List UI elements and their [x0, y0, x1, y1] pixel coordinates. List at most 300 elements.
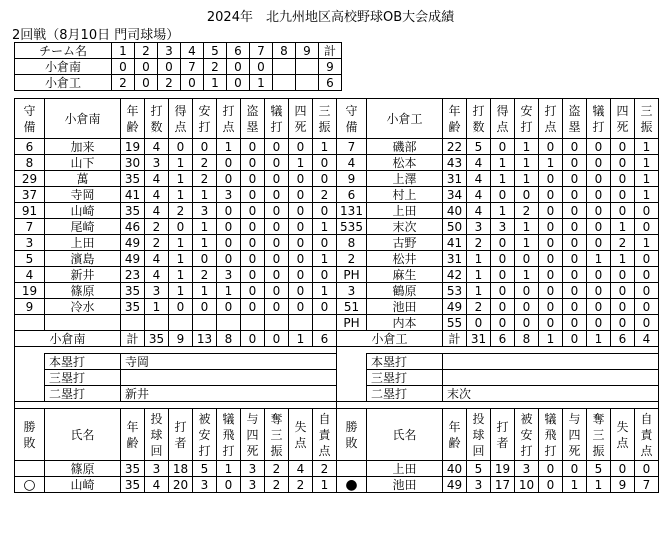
batting-cell: 0: [563, 203, 587, 219]
team-total-label: 小倉工: [337, 331, 443, 347]
pitching-header: 氏名: [45, 409, 121, 461]
batting-cell: 0: [563, 267, 587, 283]
total-cell: 1: [539, 331, 563, 347]
inning-score: 1: [204, 75, 227, 91]
pitcher-name: 山崎: [45, 477, 121, 493]
batting-cell: 0: [539, 315, 563, 331]
batting-cell: [145, 315, 169, 331]
batting-cell: 0: [539, 203, 563, 219]
blank-cell: [15, 370, 45, 386]
batting-cell: 1: [169, 251, 193, 267]
win-loss-mark: [15, 461, 45, 477]
player-name: 上田: [367, 203, 443, 219]
pitching-header: 投 球 回: [467, 409, 491, 461]
batting-row: [15, 299, 659, 315]
batting-cell: 40: [443, 203, 467, 219]
pitching-cell: 0: [539, 461, 563, 477]
batting-cell: 0: [265, 171, 289, 187]
pitching-cell: 2: [313, 461, 337, 477]
pitching-cell: 3: [515, 461, 539, 477]
batting-cell: 0: [515, 187, 539, 203]
batting-cell: 1: [635, 187, 659, 203]
pitching-header: 投 球 回: [145, 409, 169, 461]
batting-cell: 0: [241, 251, 265, 267]
pitching-header: 年 齢: [121, 409, 145, 461]
batting-cell: 0: [491, 251, 515, 267]
pitching-header: 自 責 点: [313, 409, 337, 461]
pitching-cell: 2: [265, 477, 289, 493]
batting-cell: 0: [289, 299, 313, 315]
batting-total-row: [15, 331, 659, 347]
batting-cell: 2: [337, 251, 367, 267]
batting-cell: 1: [217, 139, 241, 155]
inning-score: 0: [135, 75, 158, 91]
batting-cell: 1: [169, 267, 193, 283]
batting-cell: 0: [313, 203, 337, 219]
batting-cell: 1: [193, 187, 217, 203]
linescore-header-cell: 7: [250, 43, 273, 59]
batting-cell: 2: [169, 203, 193, 219]
batting-cell: 2: [193, 155, 217, 171]
batting-cell: 1: [169, 155, 193, 171]
batting-cell: 8: [337, 235, 367, 251]
pitching-cell: 3: [193, 477, 217, 493]
batting-cell: 1: [515, 139, 539, 155]
batting-cell: 2: [467, 299, 491, 315]
batting-cell: 30: [121, 155, 145, 171]
batting-cell: 0: [611, 299, 635, 315]
batting-cell: 0: [313, 299, 337, 315]
batting-cell: 0: [265, 251, 289, 267]
batting-cell: 53: [443, 283, 467, 299]
batting-cell: 0: [611, 155, 635, 171]
batting-cell: 0: [265, 235, 289, 251]
player-name: 松井: [367, 251, 443, 267]
batting-cell: 0: [491, 267, 515, 283]
batting-cell: 1: [289, 155, 313, 171]
total-cell: 8: [515, 331, 539, 347]
batting-cell: 2: [611, 235, 635, 251]
linescore-header-cell: 2: [135, 43, 158, 59]
batting-cell: 0: [611, 203, 635, 219]
inning-score: 0: [181, 75, 204, 91]
batting-cell: 0: [217, 251, 241, 267]
batting-cell: 1: [145, 299, 169, 315]
batting-cell: 1: [467, 267, 491, 283]
column-header: 打 点: [217, 99, 241, 139]
batting-cell: 0: [539, 267, 563, 283]
batting-cell: 55: [443, 315, 467, 331]
pitching-cell: 0: [635, 461, 659, 477]
linescore-table: [14, 42, 342, 91]
batting-cell: 0: [313, 155, 337, 171]
pitching-header: 自 責 点: [635, 409, 659, 461]
batting-cell: 0: [265, 299, 289, 315]
batting-row: [15, 203, 659, 219]
batting-cell: 1: [635, 171, 659, 187]
batting-cell: [193, 315, 217, 331]
batting-cell: 0: [587, 155, 611, 171]
batting-cell: 0: [467, 315, 491, 331]
batting-cell: 0: [515, 315, 539, 331]
batting-cell: 0: [265, 139, 289, 155]
batting-cell: 4: [467, 203, 491, 219]
batting-cell: 0: [241, 203, 265, 219]
batting-cell: 0: [265, 187, 289, 203]
batting-cell: 35: [121, 283, 145, 299]
extra-base-players: 末次: [443, 386, 659, 402]
batting-cell: 4: [467, 171, 491, 187]
pitching-header: 奪 三 振: [587, 409, 611, 461]
batting-cell: 0: [539, 171, 563, 187]
pitching-cell: 7: [635, 477, 659, 493]
total-cell: 6: [313, 331, 337, 347]
extra-base-players: [443, 354, 659, 370]
pitching-cell: 0: [539, 477, 563, 493]
column-header: 四 死: [611, 99, 635, 139]
batting-cell: PH: [337, 267, 367, 283]
batting-cell: 1: [515, 219, 539, 235]
win-loss-mark: ●: [337, 477, 367, 493]
batting-cell: PH: [337, 315, 367, 331]
pitching-header: 被 安 打: [515, 409, 539, 461]
batting-cell: 2: [145, 235, 169, 251]
total-score: 6: [319, 75, 342, 91]
blank-cell: [15, 386, 45, 402]
batting-cell: 0: [491, 299, 515, 315]
batting-cell: 1: [587, 251, 611, 267]
batting-cell: 41: [121, 187, 145, 203]
player-name: 萬: [45, 171, 121, 187]
batting-cell: 0: [587, 315, 611, 331]
pitching-cell: 40: [443, 461, 467, 477]
batting-cell: [289, 315, 313, 331]
total-label: 計: [121, 331, 145, 347]
linescore-row: [15, 59, 342, 75]
batting-cell: 5: [15, 251, 45, 267]
pitching-header: 与 四 死: [563, 409, 587, 461]
inning-score: 0: [158, 59, 181, 75]
inning-score: 2: [158, 75, 181, 91]
player-name: 新井: [45, 267, 121, 283]
pitching-row: [15, 461, 659, 477]
column-header: 打 数: [467, 99, 491, 139]
batting-cell: 3: [145, 283, 169, 299]
batting-cell: 0: [241, 171, 265, 187]
player-name: 古野: [367, 235, 443, 251]
total-cell: 9: [169, 331, 193, 347]
batting-cell: 1: [313, 283, 337, 299]
player-name: 村上: [367, 187, 443, 203]
total-cell: 1: [289, 331, 313, 347]
batting-cell: 42: [443, 267, 467, 283]
batting-cell: 8: [15, 155, 45, 171]
batting-cell: 7: [337, 139, 367, 155]
batting-cell: 0: [611, 283, 635, 299]
batting-cell: 0: [587, 299, 611, 315]
pitching-cell: 0: [217, 477, 241, 493]
batting-cell: 0: [563, 139, 587, 155]
batting-cell: 35: [121, 299, 145, 315]
column-header: 犠 打: [265, 99, 289, 139]
batting-cell: 5: [467, 139, 491, 155]
batting-cell: 0: [611, 187, 635, 203]
batting-cell: 0: [289, 171, 313, 187]
total-cell: 4: [635, 331, 659, 347]
batting-cell: 1: [313, 251, 337, 267]
batting-cell: 22: [443, 139, 467, 155]
linescore-header-cell: 3: [158, 43, 181, 59]
batting-cell: [265, 315, 289, 331]
extra-base-row: [15, 354, 659, 370]
player-name: 山下: [45, 155, 121, 171]
batting-cell: 0: [635, 315, 659, 331]
batting-cell: 0: [313, 235, 337, 251]
batting-row: [15, 235, 659, 251]
player-name: 篠原: [45, 283, 121, 299]
player-name: 濱島: [45, 251, 121, 267]
column-header: 打 点: [539, 99, 563, 139]
batting-cell: 0: [491, 139, 515, 155]
batting-cell: 0: [563, 315, 587, 331]
inning-score: 0: [135, 59, 158, 75]
extra-base-row: [15, 370, 659, 386]
batting-cell: 31: [443, 171, 467, 187]
inning-score: 7: [181, 59, 204, 75]
player-name: 上田: [45, 235, 121, 251]
batting-cell: 0: [539, 299, 563, 315]
column-header: 年 齢: [443, 99, 467, 139]
batting-cell: [241, 315, 265, 331]
extra-base-label: 三塁打: [367, 370, 443, 386]
batting-cell: 0: [635, 283, 659, 299]
batting-cell: 0: [169, 139, 193, 155]
batting-cell: 0: [587, 219, 611, 235]
batting-cell: 1: [313, 219, 337, 235]
batting-cell: 0: [265, 219, 289, 235]
team-name: 小倉南: [15, 59, 112, 75]
batting-cell: 4: [145, 171, 169, 187]
total-cell: 0: [563, 331, 587, 347]
batting-cell: 0: [289, 283, 313, 299]
batting-cell: 3: [467, 219, 491, 235]
inning-score: [296, 59, 319, 75]
batting-cell: 0: [635, 219, 659, 235]
pitcher-name: 上田: [367, 461, 443, 477]
extra-base-players: [443, 370, 659, 386]
batting-cell: 0: [563, 235, 587, 251]
batting-cell: 0: [491, 283, 515, 299]
batting-cell: 1: [635, 139, 659, 155]
inning-score: 0: [227, 75, 250, 91]
blank-cell: [337, 354, 367, 370]
batting-cell: 0: [611, 315, 635, 331]
spacer-cell: [15, 402, 337, 409]
spacer-cell: [337, 402, 659, 409]
column-header: 盗 塁: [241, 99, 265, 139]
pitching-header: 失 点: [289, 409, 313, 461]
pitching-cell: 3: [467, 477, 491, 493]
pitching-cell: 4: [289, 461, 313, 477]
total-cell: 31: [467, 331, 491, 347]
batting-cell: 1: [169, 235, 193, 251]
pitching-header: 打 者: [169, 409, 193, 461]
linescore-header-cell: 4: [181, 43, 204, 59]
total-label: 計: [443, 331, 467, 347]
batting-cell: 4: [467, 187, 491, 203]
column-header: 犠 打: [587, 99, 611, 139]
batting-cell: 0: [491, 315, 515, 331]
pitching-cell: 17: [491, 477, 515, 493]
total-cell: 13: [193, 331, 217, 347]
batting-cell: 0: [563, 299, 587, 315]
batting-cell: 3: [337, 283, 367, 299]
batting-cell: 0: [265, 267, 289, 283]
batting-cell: 49: [121, 235, 145, 251]
batting-cell: [217, 315, 241, 331]
batting-cell: 0: [313, 267, 337, 283]
batting-cell: 0: [635, 251, 659, 267]
batting-cell: 6: [337, 187, 367, 203]
batting-cell: 0: [265, 155, 289, 171]
batting-cell: 1: [635, 235, 659, 251]
linescore-header-cell: 5: [204, 43, 227, 59]
batting-cell: 4: [145, 267, 169, 283]
batting-cell: 0: [265, 283, 289, 299]
player-name: 磯部: [367, 139, 443, 155]
blank-cell: [15, 354, 45, 370]
batting-cell: 41: [443, 235, 467, 251]
pitching-header: 被 安 打: [193, 409, 217, 461]
batting-cell: 0: [515, 299, 539, 315]
batting-cell: 35: [121, 171, 145, 187]
pitching-cell: 10: [515, 477, 539, 493]
linescore-header-cell: 8: [273, 43, 296, 59]
batting-cell: 0: [193, 139, 217, 155]
pitching-cell: 5: [467, 461, 491, 477]
extra-base-label: 二塁打: [45, 386, 121, 402]
pitching-cell: 0: [611, 461, 635, 477]
batting-cell: 37: [15, 187, 45, 203]
batting-cell: 0: [289, 219, 313, 235]
batting-cell: 0: [539, 139, 563, 155]
extra-base-players: [121, 370, 337, 386]
batting-cell: 0: [515, 283, 539, 299]
batting-cell: 1: [169, 187, 193, 203]
batting-cell: 1: [217, 283, 241, 299]
extra-base-row: [15, 386, 659, 402]
batting-cell: 0: [563, 187, 587, 203]
pitching-cell: 35: [121, 477, 145, 493]
batting-cell: 19: [121, 139, 145, 155]
pitching-header: 氏名: [367, 409, 443, 461]
batting-cell: 4: [145, 139, 169, 155]
pitching-cell: 3: [145, 461, 169, 477]
linescore-header-cell: チーム名: [15, 43, 112, 59]
pitching-header: 与 四 死: [241, 409, 265, 461]
batting-cell: 0: [217, 155, 241, 171]
player-name: 冷水: [45, 299, 121, 315]
batting-cell: 0: [217, 203, 241, 219]
extra-base-label: 二塁打: [367, 386, 443, 402]
batting-cell: 0: [563, 251, 587, 267]
batting-cell: 0: [635, 267, 659, 283]
pitching-header: 失 点: [611, 409, 635, 461]
pitching-cell: 1: [587, 477, 611, 493]
column-header: 得 点: [169, 99, 193, 139]
batting-row: [15, 219, 659, 235]
batting-cell: 9: [337, 171, 367, 187]
batting-cell: 1: [193, 235, 217, 251]
total-cell: 0: [265, 331, 289, 347]
pitching-header: 犠 飛 打: [217, 409, 241, 461]
batting-cell: [121, 315, 145, 331]
total-cell: 8: [217, 331, 241, 347]
batting-cell: 0: [515, 251, 539, 267]
blank-cell: [337, 370, 367, 386]
player-name: 末次: [367, 219, 443, 235]
blank-cell: [337, 386, 367, 402]
batting-cell: 91: [15, 203, 45, 219]
extra-base-label: 本塁打: [45, 354, 121, 370]
batting-cell: 0: [563, 283, 587, 299]
player-name: 鶴原: [367, 283, 443, 299]
linescore-row: [15, 75, 342, 91]
pitching-cell: 35: [121, 461, 145, 477]
batting-cell: 49: [443, 299, 467, 315]
pitcher-name: 池田: [367, 477, 443, 493]
batting-cell: 9: [15, 299, 45, 315]
batting-cell: 51: [337, 299, 367, 315]
batting-cell: 2: [193, 171, 217, 187]
column-header: 小倉南: [45, 99, 121, 139]
extra-base-label: 三塁打: [45, 370, 121, 386]
batting-cell: [15, 315, 45, 331]
pitching-header: 犠 飛 打: [539, 409, 563, 461]
batting-cell: 0: [241, 139, 265, 155]
batting-cell: 0: [217, 299, 241, 315]
column-header: 守 備: [337, 99, 367, 139]
batting-cell: 31: [443, 251, 467, 267]
batting-cell: 23: [121, 267, 145, 283]
batting-cell: 0: [587, 267, 611, 283]
batting-cell: 3: [15, 235, 45, 251]
batting-cell: 0: [491, 235, 515, 251]
column-header: 得 点: [491, 99, 515, 139]
pitching-cell: 18: [169, 461, 193, 477]
pitching-header: 年 齢: [443, 409, 467, 461]
pitching-header-row: [15, 409, 659, 461]
batting-cell: 0: [587, 235, 611, 251]
total-cell: 6: [491, 331, 515, 347]
batting-cell: 1: [169, 283, 193, 299]
batting-cell: 4: [145, 251, 169, 267]
batting-cell: 1: [467, 251, 491, 267]
batting-row: [15, 283, 659, 299]
batting-cell: 0: [563, 155, 587, 171]
column-header: 三 振: [313, 99, 337, 139]
game-subtitle: 2回戦（8月10日 門司球場）: [12, 28, 180, 43]
column-header: 安 打: [193, 99, 217, 139]
batting-cell: 0: [217, 171, 241, 187]
pitching-cell: 3: [241, 461, 265, 477]
batting-cell: 0: [313, 171, 337, 187]
batting-cell: 1: [193, 219, 217, 235]
batting-cell: 0: [635, 203, 659, 219]
column-header: 打 数: [145, 99, 169, 139]
inning-score: 0: [112, 59, 135, 75]
win-loss-mark: [337, 461, 367, 477]
